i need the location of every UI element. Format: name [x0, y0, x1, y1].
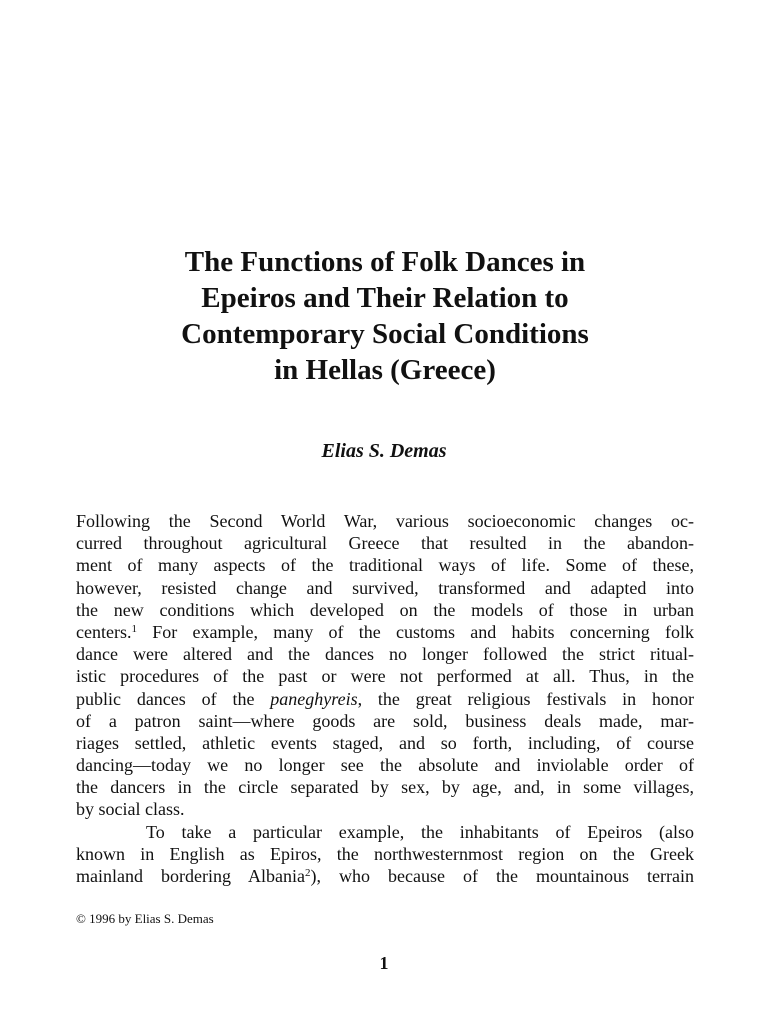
author-name: Elias S. Demas [321, 440, 447, 462]
body-text-run: centers. [76, 621, 132, 642]
footnote-ref-1: 1 [131, 622, 137, 635]
body-line: dancing—today we no longer see the absolute and inviolable order of [76, 755, 694, 776]
body-line: istic procedures of the past or were not performed at all. Thus, in the [76, 666, 694, 687]
body-line [76, 688, 694, 710]
title-line-2: Epeiros and Their Relation to [201, 282, 569, 314]
body-line: Following the Second World War, various socioeconomic changes oc- [76, 511, 694, 531]
body-line: of a patron saint—where goods are sold, business deals made, mar- [76, 710, 694, 731]
body-line: ment of many aspects of the traditional ways of life. Some of these, [76, 555, 694, 576]
copyright-footnote: © 1996 by Elias S. Demas [76, 911, 214, 926]
footnote-ref-2: 2 [304, 867, 311, 879]
body-line: the new conditions which developed on the models of those in urban [76, 599, 694, 620]
body-line: however, resisted change and survived, transformed and adapted into [76, 577, 694, 598]
body-text-run: For example, many of the customs and habits concerning folk [136, 621, 694, 642]
page-number: 1 [379, 953, 389, 973]
body-line: by social class. [76, 799, 185, 820]
article-title [80, 244, 690, 388]
body-line: the dancers in the circle separated by sex, by age, and, in some villages, [76, 777, 694, 798]
title-line-3: Contemporary Social Conditions [181, 318, 589, 350]
body-line: curred throughout agricultural Greece that resulted in the abandon- [76, 533, 694, 554]
title-line-4: in Hellas (Greece) [274, 354, 496, 386]
body-line: dance were altered and the dances no longer followed the strict ritual- [76, 644, 694, 665]
body-line: To take a particular example, the inhabitants of Epeiros (also [146, 821, 694, 842]
body-line [76, 621, 694, 643]
body-line [76, 865, 694, 887]
body-text [76, 510, 694, 887]
body-text-run: public dances of the [76, 688, 271, 709]
italic-term: paneghyreis [270, 688, 358, 709]
body-text-run: ), who because of the mountainous terrain [310, 866, 694, 886]
title-line-1: The Functions of Folk Dances in [184, 246, 586, 278]
body-line: known in English as Epiros, the northwesternmost region on the Greek [76, 843, 694, 864]
body-text-run: , the great religious festivals in honor [357, 688, 695, 709]
body-text-run: mainland bordering Albania [76, 866, 305, 886]
body-line: riages settled, athletic events staged, and so forth, including, of course [76, 732, 694, 753]
